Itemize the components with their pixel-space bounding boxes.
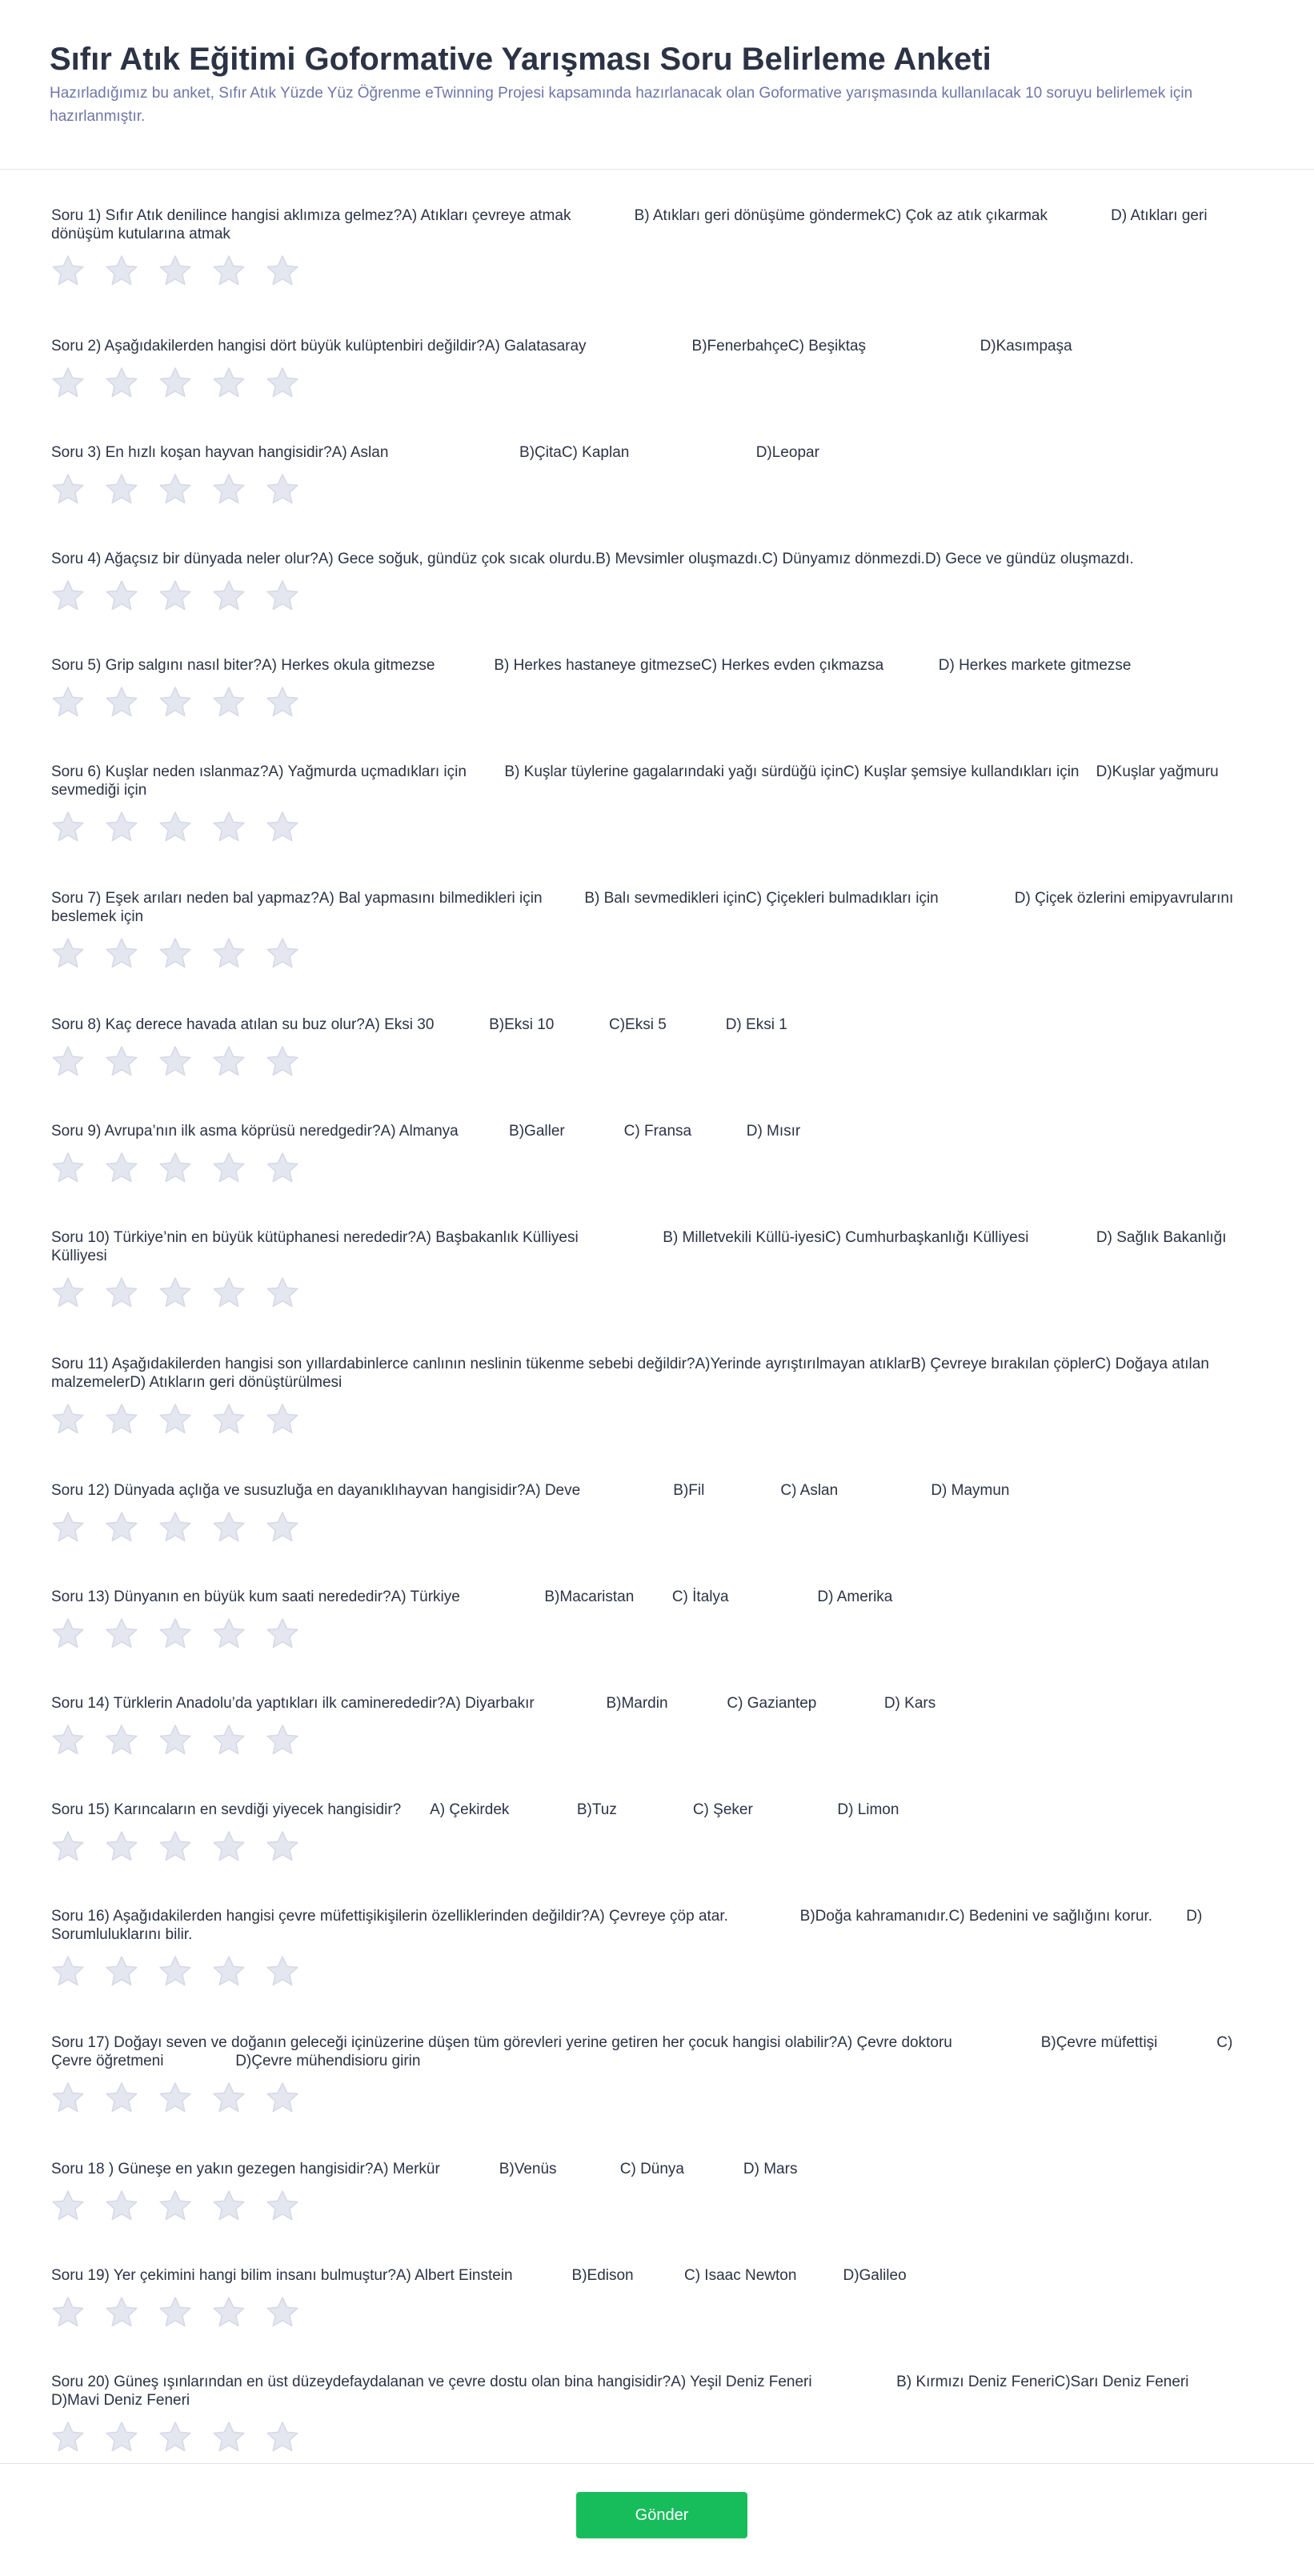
question-item bbox=[51, 1801, 1264, 1862]
star-icon[interactable] bbox=[212, 1152, 246, 1184]
star-icon[interactable] bbox=[105, 2081, 138, 2113]
star-icon[interactable] bbox=[212, 1403, 246, 1435]
form-footer bbox=[0, 2463, 1314, 2576]
question-label: Soru 14) Türklerin Anadolu’da yaptıkları ilk caminerededir?A) Diyarbakır B)Mardin C) Gaziantep D) Kars bbox=[51, 1695, 936, 1712]
star-icon[interactable] bbox=[105, 1830, 138, 1862]
star-rating bbox=[51, 1276, 1264, 1308]
star-icon[interactable] bbox=[105, 937, 138, 969]
star-icon[interactable] bbox=[212, 1276, 246, 1308]
star-icon[interactable] bbox=[51, 2421, 85, 2453]
question-label: Soru 6) Kuşlar neden ıslanmaz?A) Yağmurda uçmadıkları için B) Kuşlar tüylerine gagalarındaki yağı sürdüğü içinC) Kuşlar şemsiye kullandıkları için D)Kuşlar yağmuru sevmediği için bbox=[51, 763, 1223, 799]
question-item bbox=[51, 1588, 1264, 1649]
star-icon[interactable] bbox=[266, 1152, 299, 1184]
star-icon[interactable] bbox=[266, 1403, 299, 1435]
star-rating bbox=[51, 2189, 1264, 2221]
star-rating bbox=[51, 1152, 1264, 1184]
star-icon[interactable] bbox=[212, 1724, 246, 1756]
question-item bbox=[51, 2266, 1264, 2328]
star-icon[interactable] bbox=[266, 1617, 299, 1649]
question-item bbox=[51, 337, 1264, 399]
star-icon[interactable] bbox=[266, 2081, 299, 2113]
star-icon[interactable] bbox=[51, 2296, 85, 2328]
question-label: Soru 13) Dünyanın en büyük kum saati nerededir?A) Türkiye B)Macaristan C) İtalya D) Amerika bbox=[51, 1588, 893, 1605]
question-label: Soru 2) Aşağıdakilerden hangisi dört büyük kulüptenbiri değildir?A) Galatasaray B)FenerbahçeC) Beşiktaş D)Kasımpaşa bbox=[51, 338, 1072, 355]
question-label: Soru 4) Ağaçsız bir dünyada neler olur?A) Gece soğuk, gündüz çok sıcak olurdu.B) Mevsimler oluşmazdı.C) Dünyamız dönmezdi.D) Gece ve gündüz oluşmazdı. bbox=[51, 551, 1134, 567]
star-icon[interactable] bbox=[266, 2189, 299, 2221]
star-icon[interactable] bbox=[158, 1152, 192, 1184]
question-label: Soru 16) Aşağıdakilerden hangisi çevre müfettişikişilerin özelliklerinden değildir?A) Çevreye çöp atar. B)Doğa kahramanıdır.C) Bedenini ve sağlığını korur. D) Sorumluluklarını bilir. bbox=[51, 1908, 1207, 1943]
star-icon[interactable] bbox=[158, 1403, 192, 1435]
star-rating bbox=[51, 937, 1264, 969]
star-icon[interactable] bbox=[158, 2189, 192, 2221]
star-icon[interactable] bbox=[158, 2421, 192, 2453]
star-icon[interactable] bbox=[51, 1403, 85, 1435]
star-icon[interactable] bbox=[266, 473, 299, 505]
question-item bbox=[51, 1481, 1264, 1543]
star-icon[interactable] bbox=[158, 254, 192, 286]
star-icon[interactable] bbox=[212, 254, 246, 286]
star-icon[interactable] bbox=[51, 937, 85, 969]
star-icon[interactable] bbox=[266, 579, 299, 611]
star-icon[interactable] bbox=[51, 1955, 85, 1987]
submit-button[interactable]: Gönder bbox=[576, 2492, 747, 2538]
question-label: Soru 12) Dünyada açlığa ve susuzluğa en dayanıklıhayvan hangisidir?A) Deve B)Fil C) Aslan D) Maymun bbox=[51, 1482, 1010, 1499]
question-item bbox=[51, 889, 1264, 969]
star-rating bbox=[51, 811, 1264, 843]
star-icon[interactable] bbox=[158, 2081, 192, 2113]
star-icon[interactable] bbox=[212, 1045, 246, 1077]
star-rating bbox=[51, 473, 1264, 505]
star-rating bbox=[51, 686, 1264, 718]
star-icon[interactable] bbox=[212, 473, 246, 505]
question-label: Soru 1) Sıfır Atık denilince hangisi aklımıza gelmez?A) Atıkları çevreye atmak B) Atıkları geri dönüşüme göndermekC) Çok az atık çıkarmak D) Atıkları geri dönüşüm kutularına atmak bbox=[51, 207, 1212, 242]
star-icon[interactable] bbox=[158, 686, 192, 718]
star-icon[interactable] bbox=[158, 1617, 192, 1649]
question-item bbox=[51, 2373, 1264, 2453]
star-icon[interactable] bbox=[158, 579, 192, 611]
star-icon[interactable] bbox=[105, 1617, 138, 1649]
star-icon[interactable] bbox=[51, 1511, 85, 1543]
star-icon[interactable] bbox=[51, 579, 85, 611]
star-icon[interactable] bbox=[212, 1955, 246, 1987]
question-label: Soru 3) En hızlı koşan hayvan hangisidir?A) Aslan B)ÇitaC) Kaplan D)Leopar bbox=[51, 444, 819, 461]
star-icon[interactable] bbox=[212, 2421, 246, 2453]
star-rating bbox=[51, 1830, 1264, 1862]
star-icon[interactable] bbox=[105, 1955, 138, 1987]
star-icon[interactable] bbox=[158, 1511, 192, 1543]
question-label: Soru 19) Yer çekimini hangi bilim insanı bulmuştur?A) Albert Einstein B)Edison C) Isaac Newton D)Galileo bbox=[51, 2267, 907, 2284]
star-icon[interactable] bbox=[158, 1045, 192, 1077]
star-icon[interactable] bbox=[105, 1511, 138, 1543]
form-title: Sıfır Atık Eğitimi Goformative Yarışması Soru Belirleme Anketi bbox=[50, 42, 992, 77]
star-icon[interactable] bbox=[212, 367, 246, 399]
star-icon[interactable] bbox=[51, 1724, 85, 1756]
star-icon[interactable] bbox=[212, 2081, 246, 2113]
star-icon[interactable] bbox=[212, 1617, 246, 1649]
star-icon[interactable] bbox=[158, 1276, 192, 1308]
star-rating bbox=[51, 1045, 1264, 1077]
star-icon[interactable] bbox=[51, 473, 85, 505]
star-icon[interactable] bbox=[51, 811, 85, 843]
question-label: Soru 17) Doğayı seven ve doğanın geleceği içinüzerine düşen tüm görevleri yerine getiren her çocuk hangisi olabilir?A) Çevre doktoru B)Çevre müfettişi C) Çevre öğretmeni D)Çevre mühendisioru girin bbox=[51, 2034, 1237, 2069]
star-icon[interactable] bbox=[105, 686, 138, 718]
star-rating bbox=[51, 1617, 1264, 1649]
form-header bbox=[0, 0, 1314, 170]
star-icon[interactable] bbox=[51, 1152, 85, 1184]
star-icon[interactable] bbox=[158, 1830, 192, 1862]
star-icon[interactable] bbox=[212, 937, 246, 969]
question-item bbox=[51, 443, 1264, 505]
star-rating bbox=[51, 367, 1264, 399]
question-item bbox=[51, 656, 1264, 718]
star-icon[interactable] bbox=[266, 367, 299, 399]
question-label: Soru 9) Avrupa’nın ilk asma köprüsü neredgedir?A) Almanya B)Galler C) Fransa D) Mısır bbox=[51, 1123, 801, 1140]
question-item bbox=[51, 1016, 1264, 1077]
star-icon[interactable] bbox=[158, 2296, 192, 2328]
star-icon[interactable] bbox=[266, 2421, 299, 2453]
question-item bbox=[51, 2033, 1264, 2113]
star-icon[interactable] bbox=[266, 1955, 299, 1987]
star-icon[interactable] bbox=[266, 254, 299, 286]
star-rating bbox=[51, 1955, 1264, 1987]
star-icon[interactable] bbox=[105, 1403, 138, 1435]
star-icon[interactable] bbox=[158, 937, 192, 969]
star-rating bbox=[51, 1511, 1264, 1543]
star-icon[interactable] bbox=[158, 367, 192, 399]
star-icon[interactable] bbox=[266, 811, 299, 843]
question-item bbox=[51, 1355, 1264, 1435]
star-icon[interactable] bbox=[105, 1276, 138, 1308]
question-label: Soru 10) Türkiye’nin en büyük kütüphanesi nerededir?A) Başbakanlık Külliyesi B) Milletvekili Küllü-iyesiC) Cumhurbaşkanlığı Külliyesi D) Sağlık Bakanlığı Külliyesi bbox=[51, 1229, 1231, 1264]
star-icon[interactable] bbox=[266, 2296, 299, 2328]
star-icon[interactable] bbox=[51, 2189, 85, 2221]
star-icon[interactable] bbox=[105, 254, 138, 286]
star-icon[interactable] bbox=[266, 1045, 299, 1077]
star-rating bbox=[51, 1724, 1264, 1756]
star-icon[interactable] bbox=[212, 686, 246, 718]
star-icon[interactable] bbox=[266, 1724, 299, 1756]
question-item bbox=[51, 763, 1264, 843]
star-icon[interactable] bbox=[105, 1152, 138, 1184]
star-icon[interactable] bbox=[158, 811, 192, 843]
question-label: Soru 8) Kaç derece havada atılan su buz olur?A) Eksi 30 B)Eksi 10 C)Eksi 5 D) Eksi 1 bbox=[51, 1016, 787, 1033]
star-icon[interactable] bbox=[105, 367, 138, 399]
star-icon[interactable] bbox=[51, 1617, 85, 1649]
question-label: Soru 18 ) Güneşe en yakın gezegen hangisidir?A) Merkür B)Venüs C) Dünya D) Mars bbox=[51, 2161, 798, 2177]
star-icon[interactable] bbox=[105, 1724, 138, 1756]
form-description: Hazırladığımız bu anket, Sıfır Atık Yüzde Yüz Öğrenme eTwinning Projesi kapsamında hazırlanacak olan Goformative yarışmasında kullanılacak 10 soruyu belirlemek için hazırlanmıştır. bbox=[50, 85, 1193, 125]
star-rating bbox=[51, 2296, 1264, 2328]
star-icon[interactable] bbox=[105, 2189, 138, 2221]
star-rating bbox=[51, 2081, 1264, 2113]
star-icon[interactable] bbox=[105, 1045, 138, 1077]
question-item bbox=[51, 2160, 1264, 2221]
star-icon[interactable] bbox=[51, 1045, 85, 1077]
star-icon[interactable] bbox=[212, 579, 246, 611]
star-icon[interactable] bbox=[266, 937, 299, 969]
star-icon[interactable] bbox=[212, 811, 246, 843]
star-icon[interactable] bbox=[51, 1830, 85, 1862]
star-icon[interactable] bbox=[266, 1830, 299, 1862]
star-icon[interactable] bbox=[51, 2081, 85, 2113]
star-icon[interactable] bbox=[105, 473, 138, 505]
question-item bbox=[51, 1122, 1264, 1184]
star-icon[interactable] bbox=[266, 686, 299, 718]
star-rating bbox=[51, 1403, 1264, 1435]
star-icon[interactable] bbox=[105, 579, 138, 611]
star-rating bbox=[51, 254, 1264, 286]
star-icon[interactable] bbox=[212, 1511, 246, 1543]
star-rating bbox=[51, 2421, 1264, 2453]
question-item bbox=[51, 206, 1264, 286]
star-icon[interactable] bbox=[51, 367, 85, 399]
star-icon[interactable] bbox=[212, 2189, 246, 2221]
question-label: Soru 11) Aşağıdakilerden hangisi son yıllardabinlerce canlının neslinin tükenme sebebi değildir?A)Yerinde ayrıştırılmayan atıklarB) Çevreye bırakılan çöplerC) Doğaya atılan malzemelerD) Atıkların geri dönüştürülmesi bbox=[51, 1356, 1214, 1391]
star-icon[interactable] bbox=[266, 1511, 299, 1543]
question-item bbox=[51, 550, 1264, 611]
star-icon[interactable] bbox=[105, 811, 138, 843]
star-icon[interactable] bbox=[51, 686, 85, 718]
star-icon[interactable] bbox=[212, 2296, 246, 2328]
star-icon[interactable] bbox=[212, 1830, 246, 1862]
question-label: Soru 20) Güneş ışınlarından en üst düzeydefaydalanan ve çevre dostu olan bina hangisidir?A) Yeşil Deniz Feneri B) Kırmızı Deniz FeneriC)Sarı Deniz Feneri D)Mavi Deniz Feneri bbox=[51, 2374, 1256, 2409]
star-rating bbox=[51, 579, 1264, 611]
star-icon[interactable] bbox=[105, 2421, 138, 2453]
star-icon[interactable] bbox=[158, 1724, 192, 1756]
question-item bbox=[51, 1907, 1264, 1987]
question-item bbox=[51, 1694, 1264, 1756]
question-label: Soru 15) Karıncaların en sevdiği yiyecek hangisidir? A) Çekirdek B)Tuz C) Şeker D) Limon bbox=[51, 1801, 899, 1818]
star-icon[interactable] bbox=[158, 473, 192, 505]
star-icon[interactable] bbox=[266, 1276, 299, 1308]
question-label: Soru 5) Grip salgını nasıl biter?A) Herkes okula gitmezse B) Herkes hastaneye gitmezseC) Herkes evden çıkmazsa D) Herkes markete gitmezse bbox=[51, 657, 1132, 674]
star-icon[interactable] bbox=[158, 1955, 192, 1987]
question-label: Soru 7) Eşek arıları neden bal yapmaz?A) Bal yapmasını bilmedikleri için B) Balı sevmedikleri içinC) Çiçekleri bulmadıkları için D) Çiçek özlerini emipyavrularını beslemek için bbox=[51, 890, 1238, 925]
star-icon[interactable] bbox=[51, 1276, 85, 1308]
star-icon[interactable] bbox=[105, 2296, 138, 2328]
star-icon[interactable] bbox=[51, 254, 85, 286]
question-item bbox=[51, 1228, 1264, 1308]
